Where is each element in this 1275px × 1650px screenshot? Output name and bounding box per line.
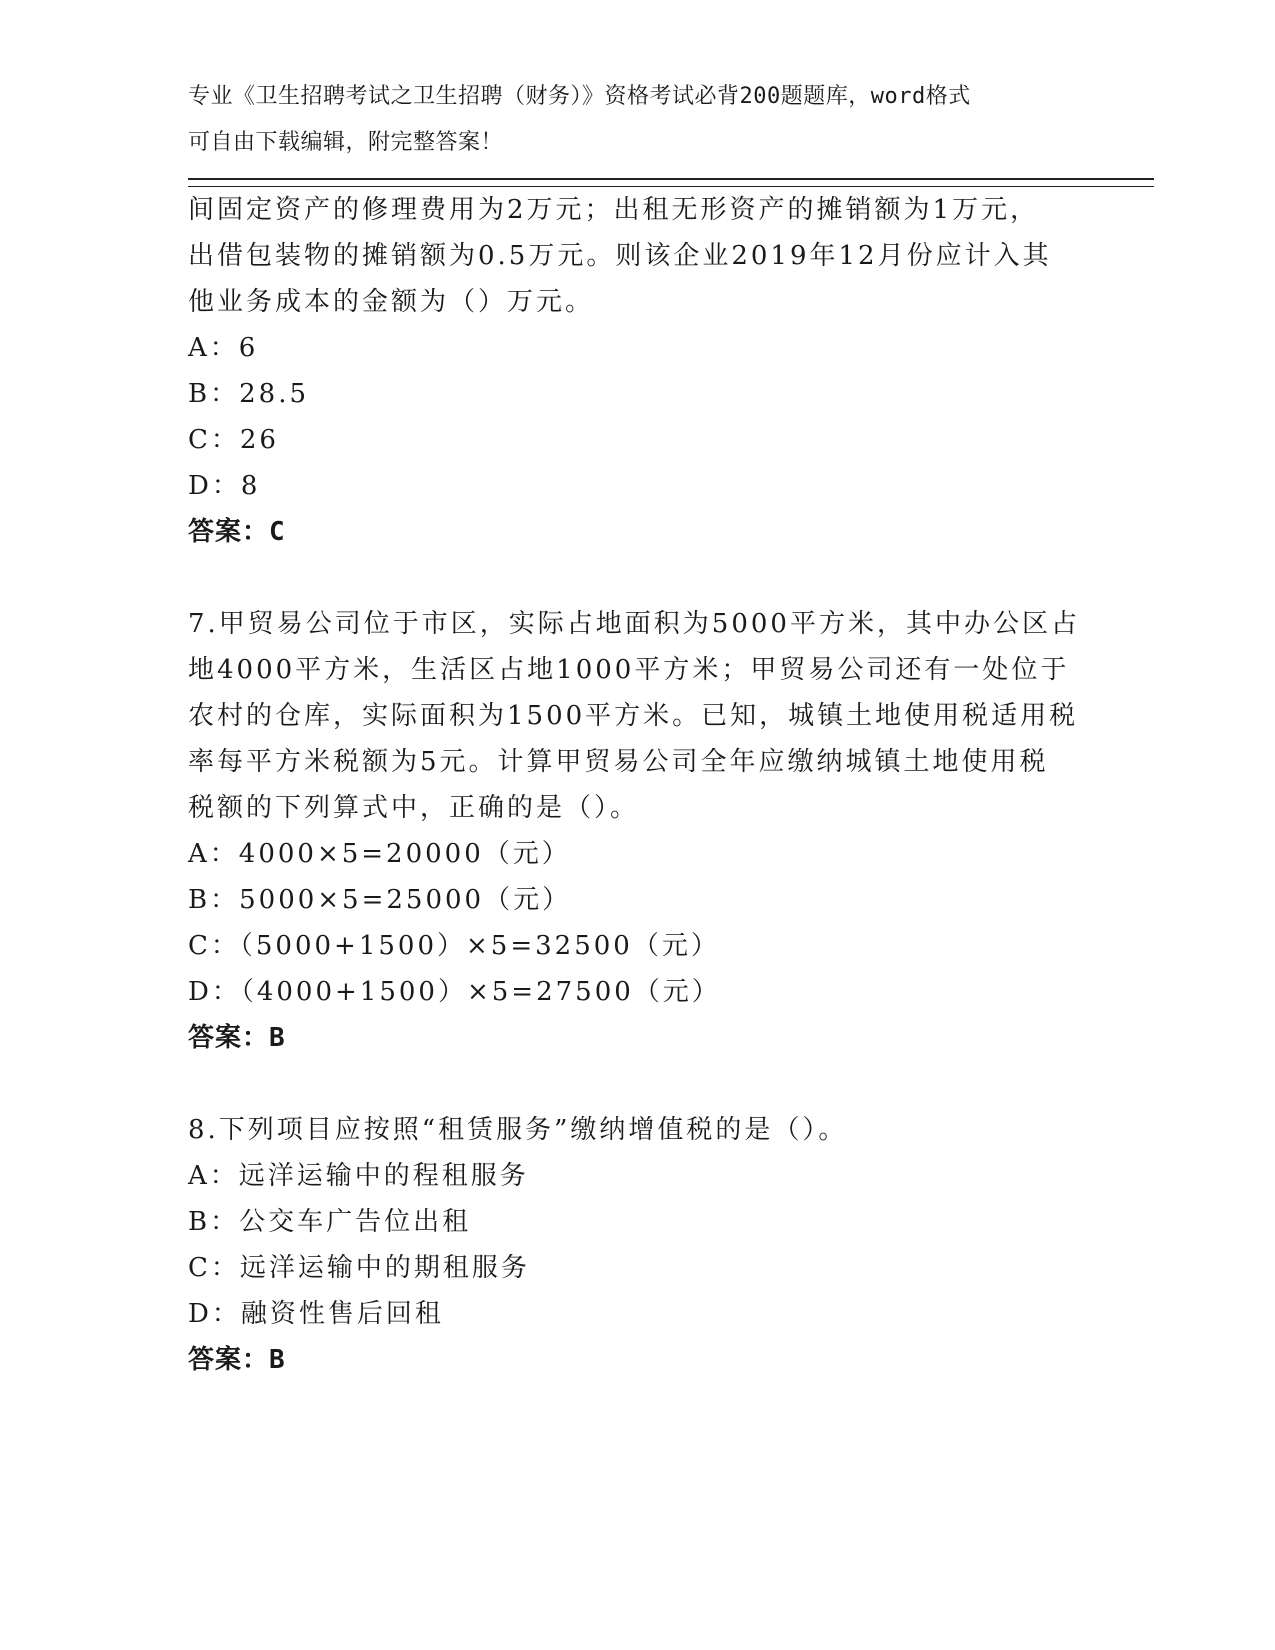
question-text-line: 8.下列项目应按照“租赁服务”缴纳增值税的是（）。: [188, 1115, 848, 1145]
question-text-line: 税额的下列算式中，正确的是（）。: [188, 793, 640, 823]
question-text-line: 出借包装物的摊销额为0.5万元。则该企业2019年12月份应计入其: [188, 241, 1052, 271]
answer-label: 答案：B: [188, 1023, 286, 1053]
question-6-continued: [188, 187, 1088, 555]
option-a: A：6: [188, 333, 259, 363]
option-b: B：28.5: [188, 379, 309, 409]
page-header: [188, 74, 1088, 166]
spacer: [188, 555, 1088, 601]
option-a: A：远洋运输中的程租服务: [188, 1161, 529, 1191]
question-7: [188, 601, 1088, 1061]
answer-label: 答案：C: [188, 517, 286, 547]
header-line-2: 可自由下载编辑，附完整答案！: [188, 130, 504, 155]
header-divider: [188, 178, 1154, 187]
option-c: C：（5000+1500）×5=32500（元）: [188, 931, 720, 961]
option-d: D：8: [188, 471, 261, 501]
header-line-1: 专业《卫生招聘考试之卫生招聘（财务）》资格考试必背200题题库，word格式: [188, 84, 971, 109]
option-d: D：融资性售后回租: [188, 1299, 444, 1329]
option-c: C：远洋运输中的期租服务: [188, 1253, 530, 1283]
question-content: [188, 187, 1088, 1383]
spacer: [188, 1061, 1088, 1107]
question-text-line: 农村的仓库，实际面积为1500平方米。已知，城镇土地使用税适用税: [188, 701, 1079, 731]
option-b: B：公交车广告位出租: [188, 1207, 472, 1237]
question-text-line: 间固定资产的修理费用为2万元；出租无形资产的摊销额为1万元，: [188, 195, 1040, 225]
option-d: D：（4000+1500）×5=27500（元）: [188, 977, 721, 1007]
question-8: [188, 1107, 1088, 1383]
option-a: A：4000×5=20000（元）: [188, 839, 571, 869]
option-b: B：5000×5=25000（元）: [188, 885, 572, 915]
answer-label: 答案：B: [188, 1345, 286, 1375]
question-text-line: 地4000平方米，生活区占地1000平方米；甲贸易公司还有一处位于: [188, 655, 1070, 685]
question-text-line: 率每平方米税额为5元。计算甲贸易公司全年应缴纳城镇土地使用税: [188, 747, 1049, 777]
question-text-line: 他业务成本的金额为（）万元。: [188, 287, 595, 317]
option-c: C：26: [188, 425, 279, 455]
question-text-line: 7.甲贸易公司位于市区，实际占地面积为5000平方米，其中办公区占: [188, 609, 1080, 639]
